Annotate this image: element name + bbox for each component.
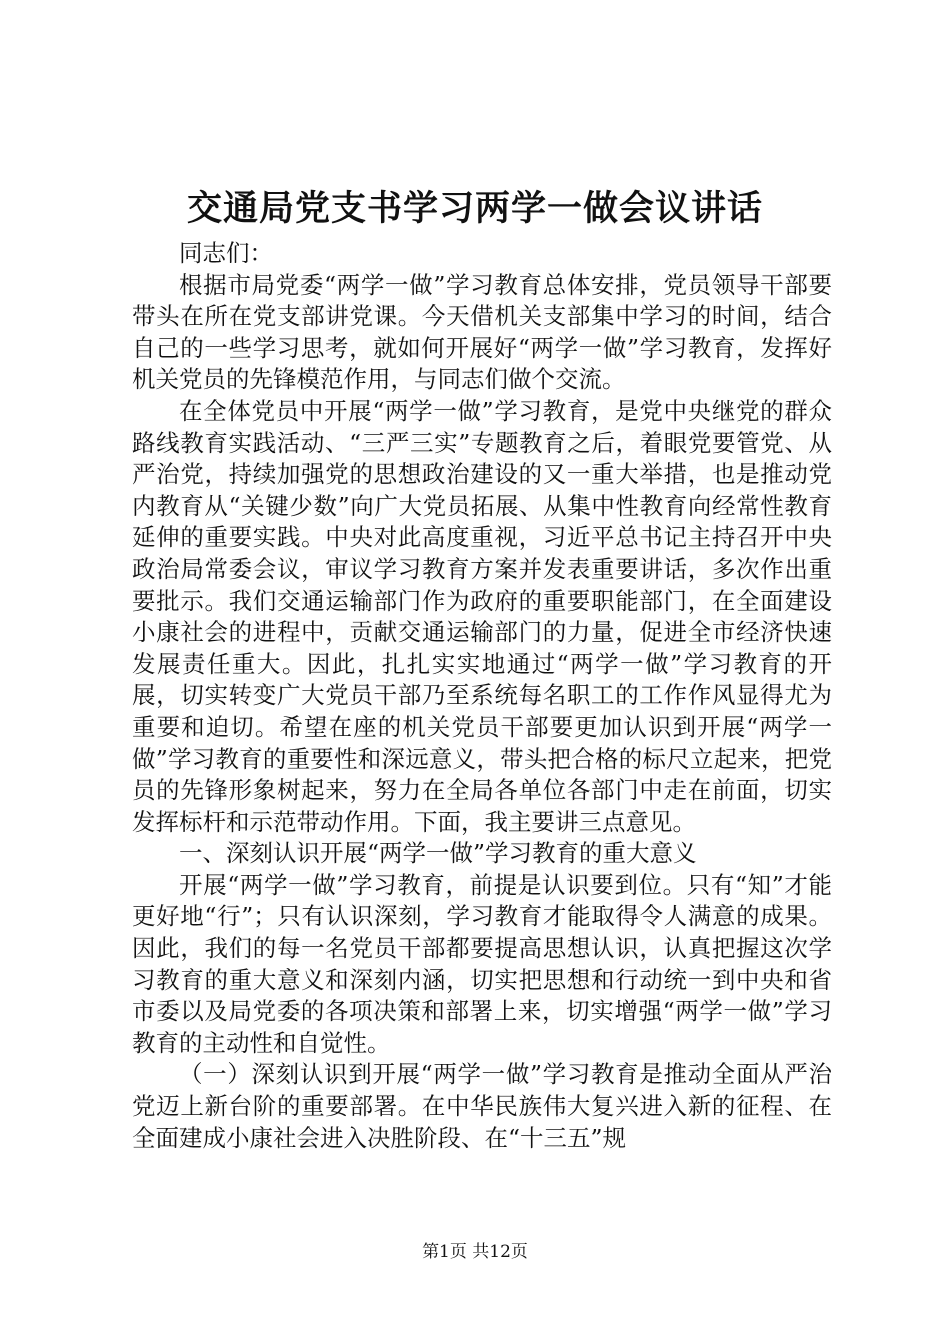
section-paragraph: 开展“两学一做”学习教育，前提是认识要到位。只有“知”才能更好地“行”；只有认识深刻，学习教育才能取得令人满意的成果。因此，我们的每一名党员干部都要提高思想认识，认真把握这次学习教育的重大意义和深刻内涵，切实把思想和行动统一到中央和省市委以及局党委的各项决策和部署上来，切实增强“两学一做”学习教育的主动性和自觉性。 <box>132 870 832 1057</box>
paragraph-background: 在全体党员中开展“两学一做”学习教育，是党中央继党的群众路线教育实践活动、“三严三实”专题教育之后，着眼党要管党、从严治党，持续加强党的思想政治建设的又一重大举措，也是推动党内教育从“关键少数”向广大党员拓展、从集中性教育向经常性教育延伸的重要实践。中央对此高度重视，习近平总书记主持召开中央政治局常委会议，审议学习教育方案并发表重要讲话，多次作出重要批示。我们交通运输部门作为政府的重要职能部门，在全面建设小康社会的进程中，贡献交通运输部门的力量，促进全市经济快速发展责任重大。因此，扎扎实实地通过“两学一做”学习教育的开展，切实转变广大党员干部乃至系统每名职工的工作作风显得尤为重要和迫切。希望在座的机关党员干部要更加认识到开展“两学一做”学习教育的重要性和深远意义，带头把合格的标尺立起来，把党员的先锋形象树起来，努力在全局各单位各部门中走在前面，切实发挥标杆和示范带动作用。下面，我主要讲三点意见。 <box>132 396 832 836</box>
document-body <box>132 238 832 1154</box>
document-title: 交通局党支书学习两学一做会议讲话 <box>186 188 763 229</box>
greeting: 同志们： <box>179 239 273 267</box>
subsection-paragraph: （一）深刻认识到开展“两学一做”学习教育是推动全面从严治党迈上新台阶的重要部署。在中华民族伟大复兴进入新的征程、在全面建成小康社会进入决胜阶段、在“十三五”规 <box>132 1060 832 1152</box>
section-heading: 一、深刻认识开展“两学一做”学习教育的重大意义 <box>179 839 697 868</box>
paragraph-intro: 根据市局党委“两学一做”学习教育总体安排，党员领导干部要带头在所在党支部讲党课。今天借机关支部集中学习的时间，结合自己的一些学习思考，就如何开展好“两学一做”学习教育，发挥好机关党员的先锋模范作用，与同志们做个交流。 <box>132 270 832 394</box>
page-footer: 第1页 共12页 <box>422 1242 528 1262</box>
